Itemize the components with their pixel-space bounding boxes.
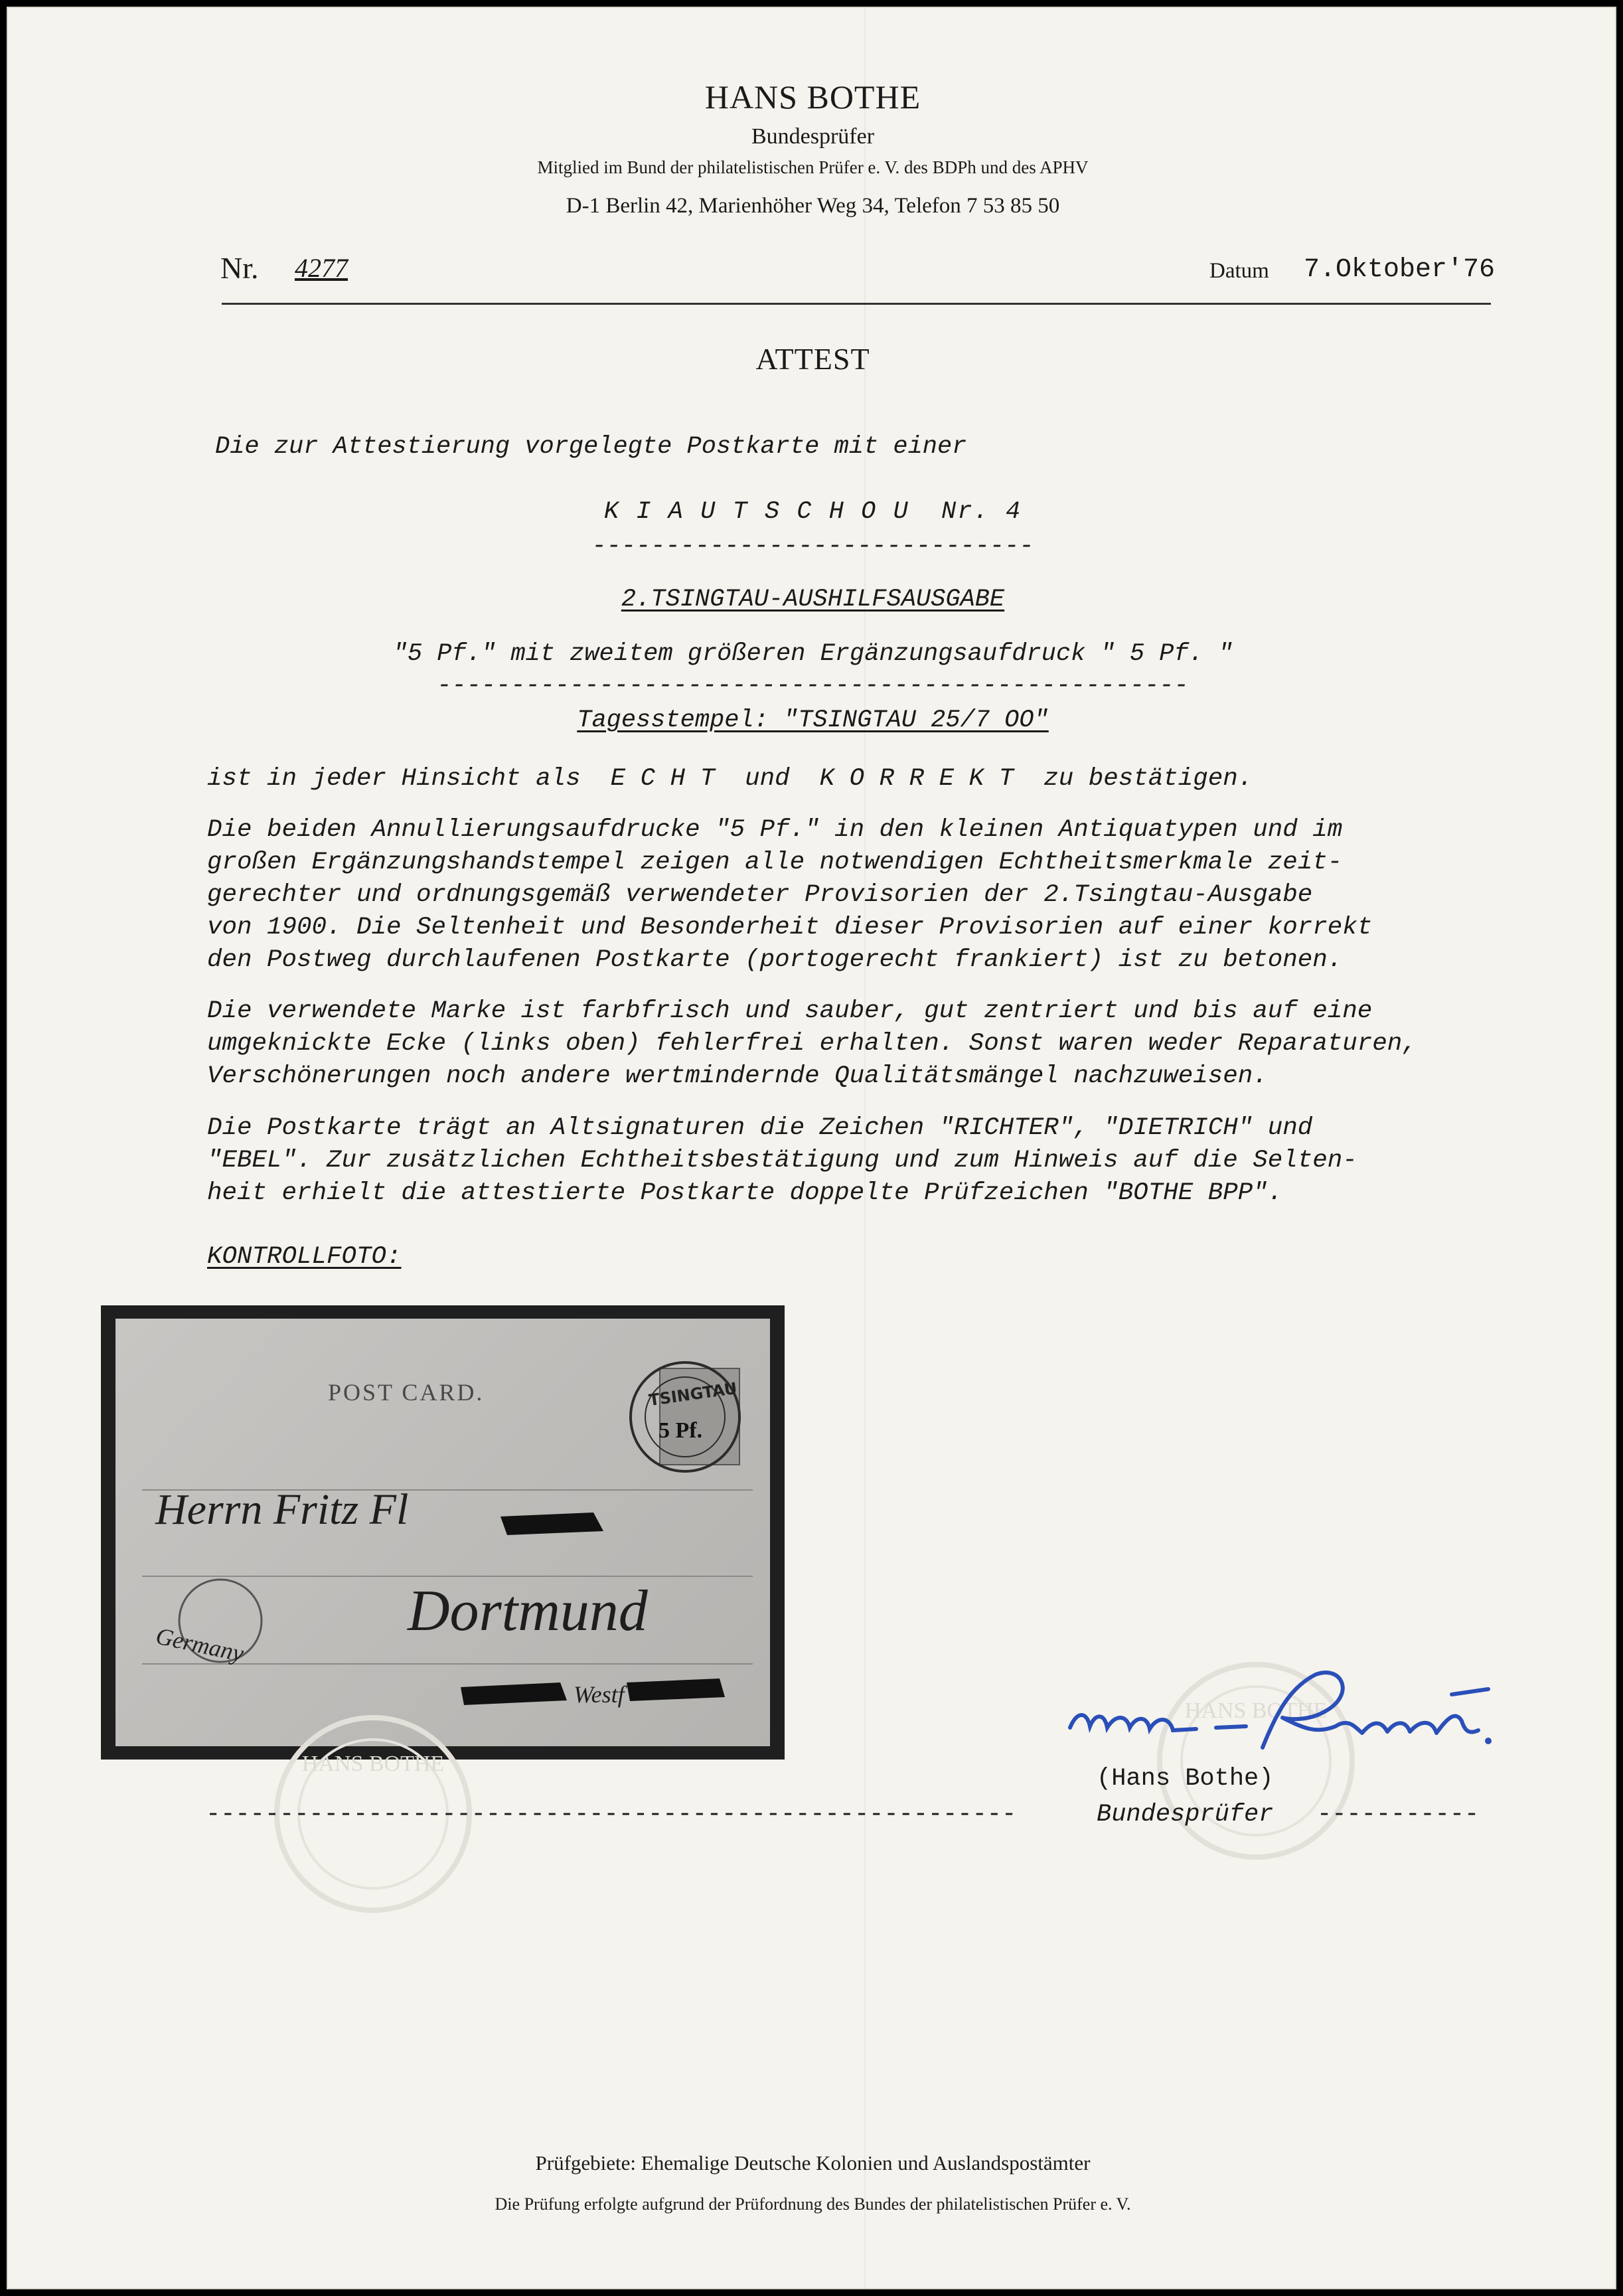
paragraph-1-line: Die beiden Annullierungsaufdrucke "5 Pf." in den kleinen Antiquatypen und im <box>207 816 1343 844</box>
signature-rule-right: ----------- <box>1317 1801 1480 1829</box>
datum-label: Datum <box>1209 259 1269 283</box>
paragraph-1-line: von 1900. Die Seltenheit und Besonderheit dieser Provisorien auf einer korrekt <box>207 914 1373 942</box>
certificate-page <box>7 7 1616 2289</box>
paragraph-2-line: Die verwendete Marke ist farbfrisch und sauber, gut zentriert und bis auf eine <box>207 997 1373 1025</box>
seal-text: HANS BOTHE <box>301 1752 445 1776</box>
paragraph-2-line: umgeknickte Ecke (links oben) fehlerfrei erhalten. Sonst waren weder Reparaturen, <box>207 1030 1417 1058</box>
footer-exam-basis: Die Prüfung erfolgte aufgrund der Prüfordnung des Bundes der philatelistischen Prüfer e. V. <box>495 2194 1131 2214</box>
stamp-issue: 2.TSINGTAU-AUSHILFSAUSGABE <box>621 586 1005 614</box>
kontrollfoto-label: KONTROLLFOTO: <box>207 1243 402 1271</box>
paragraph-1-line: großen Ergänzungshandstempel zeigen alle notwendigen Echtheitsmerkmale zeit- <box>207 849 1343 876</box>
header-rule <box>222 303 1491 305</box>
confirmation-line: ist in jeder Hinsicht als E C H T und K O R R E K T zu bestätigen. <box>207 765 1253 793</box>
examiner-name: HANS BOTHE <box>704 78 921 116</box>
intro-line: Die zur Attestierung vorgelegte Postkarte mit einer <box>215 433 967 461</box>
address-city: Dortmund <box>408 1579 648 1643</box>
nr-label: Nr. <box>220 251 259 285</box>
paragraph-3-line: Die Postkarte trägt an Altsignaturen die Zeichen "RICHTER", "DIETRICH" und <box>207 1114 1313 1142</box>
seal-text: HANS BOTHE <box>1184 1698 1328 1723</box>
signatory-name: (Hans Bothe) <box>1097 1765 1274 1793</box>
paragraph-3-line: "EBEL". Zur zusätzlichen Echtheitsbestätigung und zum Hinweis auf die Selten- <box>207 1147 1357 1175</box>
stamp-cancel: Tagesstempel: "TSINGTAU 25/7 OO" <box>577 706 1049 734</box>
paragraph-2-line: Verschönerungen noch andere wertmindernde Qualitätsmängel nachzuweisen. <box>207 1062 1268 1090</box>
membership-line: Mitglied im Bund der philatelistischen Prüfer e. V. des BDPh und des APHV <box>537 157 1089 177</box>
stamp-catalog: K I A U T S C H O U Nr. 4 <box>603 498 1022 526</box>
post-card-heading: POST CARD. <box>328 1379 485 1406</box>
stamp-overprint: "5 Pf." mit zweitem größeren Ergänzungsaufdruck " 5 Pf. " <box>392 640 1233 668</box>
paragraph-1-line: den Postweg durchlaufenen Postkarte (portogerecht frankiert) ist zu betonen. <box>207 946 1343 974</box>
postcard-image <box>116 1319 770 1746</box>
postmark-stamp <box>631 1362 739 1471</box>
paragraph-3-line: heit erhielt die attestierte Postkarte doppelte Prüfzeichen "BOTHE BPP". <box>207 1179 1283 1207</box>
certificate-date: 7.Oktober'76 <box>1304 255 1496 285</box>
address-region: Westf <box>574 1681 625 1708</box>
catalog-rule: ------------------------------ <box>591 533 1034 560</box>
address-recipient: Herrn Fritz Fl <box>155 1485 409 1534</box>
examiner-title: Bundesprüfer <box>751 124 875 149</box>
footer-exam-areas: Prüfgebiete: Ehemalige Deutsche Kolonien und Auslandspostämter <box>535 2151 1091 2174</box>
address-line: D-1 Berlin 42, Marienhöher Weg 34, Telefon 7 53 85 50 <box>566 194 1060 218</box>
overprint-value: 5 Pf. <box>658 1418 703 1443</box>
overprint-rule: --------------------------------------------------- <box>437 672 1189 700</box>
postmark-text: TSINGTAU <box>647 1378 739 1410</box>
signatory-role: Bundesprüfer <box>1097 1801 1274 1829</box>
certificate-number: 4277 <box>295 253 348 283</box>
handwritten-signature <box>1063 1648 1502 1761</box>
page-title: ATTEST <box>755 342 870 376</box>
control-photo <box>101 1305 785 1760</box>
paragraph-1-line: gerechter und ordnungsgemäß verwendeter Provisorien der 2.Tsingtau-Ausgabe <box>207 881 1313 909</box>
signature-rule-left: ------------------------------------------------------- <box>206 1801 1017 1829</box>
country-note: Germany <box>153 1622 246 1667</box>
